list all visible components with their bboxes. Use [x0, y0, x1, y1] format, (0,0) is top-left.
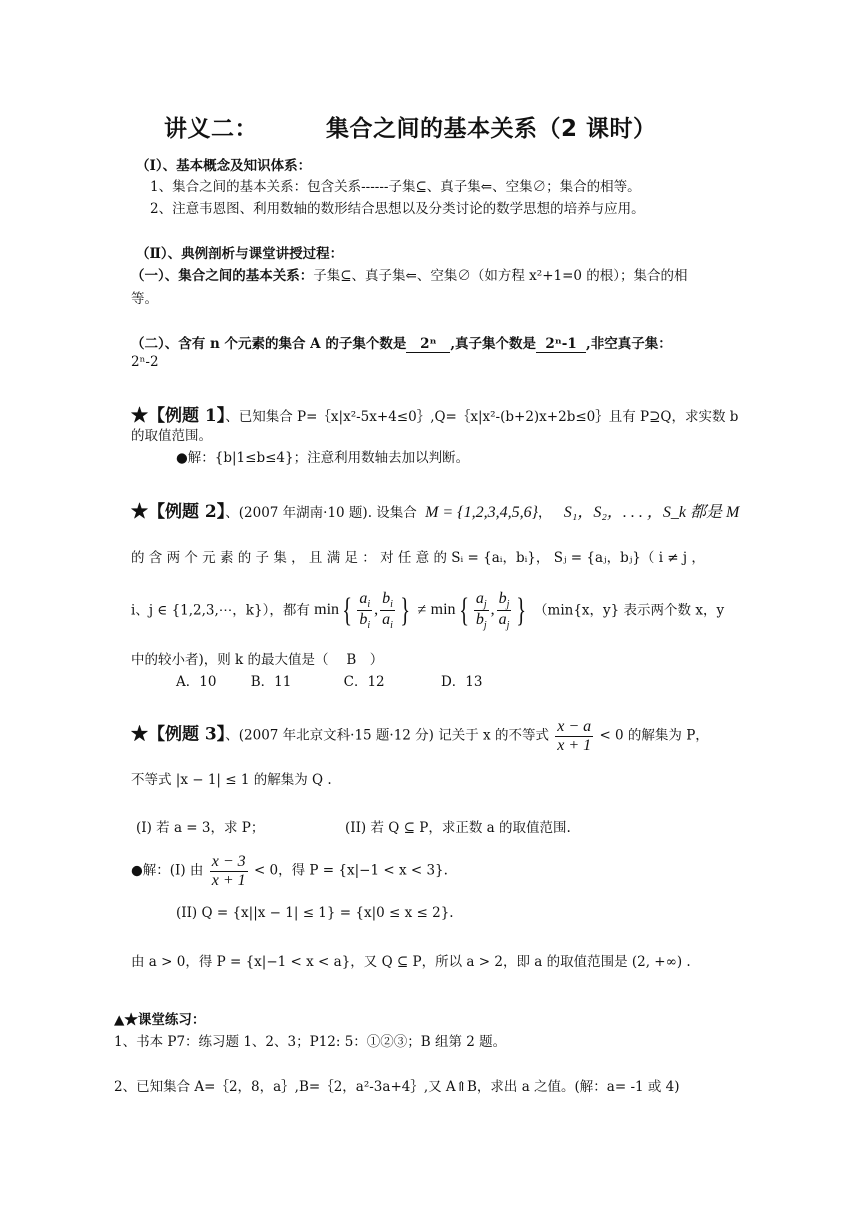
blank-proper-subset-count: 2ⁿ-1 — [536, 336, 586, 353]
example1-text: 、已知集合 P=｛x|x²-5x+4≤0｝,Q=｛x|x²-(b+2)x+2b≤0｝且有 P⊇Q，求实数 b — [225, 409, 739, 425]
section2-p2-mid: ,真子集个数是 — [450, 336, 537, 352]
example1-label: ★【例题 1】 — [131, 406, 226, 426]
example3-question2: (II) 若 Q ⊆ P，求正数 a 的取值范围. — [345, 820, 571, 836]
section2-p2-lead: （二）、含有 n 个元素的集合 A 的子集个数是 — [131, 336, 407, 352]
section1-item2: 2、注意韦恩图、利用数轴的数形结合思想以及分类讨论的数学思想的培养与应用。 — [150, 201, 645, 217]
title-main: 集合之间的基本关系（2 课时） — [326, 116, 657, 142]
example2-line3-tail: （min{x，y} 表示两个数 x，y — [534, 602, 725, 619]
example3-text-tail: < 0 的解集为 P， — [599, 727, 709, 744]
example3-line1 — [131, 718, 709, 754]
option-a: A．10 — [176, 674, 217, 690]
section2-heading: （Ⅱ）、典例剖析与课堂讲授过程： — [136, 246, 344, 262]
section2-p2 — [131, 332, 672, 353]
example3-solution2: (II) Q = {x||x − 1| ≤ 1} = {x|0 ≤ x ≤ 2}. — [176, 905, 454, 921]
fraction-x-minus-3: $\frac{x - 3}{x + 1}$ — [211, 853, 246, 889]
practice-heading: ▲★课堂练习： — [114, 1012, 206, 1028]
example3-sol1-tail: < 0，得 P = {x|−1 < x < 3}. — [253, 862, 448, 879]
example2-label: ★【例题 2】 — [131, 502, 226, 522]
example3-solution1 — [131, 853, 448, 889]
example2-set: M = {1,2,3,4,5,6} — [425, 504, 538, 521]
option-b: B．11 — [250, 674, 292, 690]
section2-p1-lead: （一）、集合之间的基本关系： — [131, 268, 314, 284]
example2-subsets: S₁，S₂，. . . ，S_k 都是 M — [563, 504, 740, 521]
practice-item2: 2、已知集合 A=｛2，8，a｝,B=｛2，a²-3a+4｝,又 A⇑B，求出 a 之值。(解：a= -1 或 4) — [114, 1079, 680, 1095]
example2-line2: 的 含 两 个 元 素 的 子 集 ， 且 满 足 ： 对 任 意 的 Sᵢ = {aᵢ，bᵢ}， Sⱼ = {aⱼ，bⱼ}（ i ≠ j ， — [131, 550, 705, 566]
section2-p1-body: 子集⊆、真子集⇐、空集∅（如方程 x²+1=0 的根）；集合的相 — [313, 268, 688, 284]
fraction-x-minus-a: $\frac{x - a}{x + 1}$ — [557, 718, 592, 754]
example3-label: ★【例题 3】 — [131, 724, 226, 745]
example1-line2: 的取值范围。 — [131, 428, 212, 444]
section2-p1 — [131, 264, 688, 284]
example3-question1: (I) 若 a = 3，求 P； — [136, 820, 265, 836]
example2-text: 、(2007 年湖南·10 题). 设集合 — [225, 505, 417, 521]
option-d: D．13 — [440, 674, 483, 690]
example3-sol1-lead: ●解：(I) 由 — [131, 862, 204, 879]
example2-line3-lead: i、j ∈ {1,2,3,⋯，k}），都有 — [131, 602, 310, 619]
example1-line1 — [131, 401, 738, 426]
example3-line2: 不等式 |x − 1| ≤ 1 的解集为 Q . — [131, 772, 332, 788]
example1-solution: ●解：{b|1≤b≤4}；注意利用数轴去加以判断。 — [176, 450, 470, 466]
section2-p1-cont: 等。 — [131, 291, 158, 307]
section2-p2-tail: ,非空真子集： — [586, 336, 672, 352]
blank-subset-count: 2ⁿ — [406, 336, 450, 353]
example3-solution3: 由 a > 0，得 P = {x|−1 < x < a}，又 Q ⊆ P，所以 a > 2，即 a 的取值范围是 (2, +∞) . — [131, 954, 691, 970]
example3-text: 、(2007 年北京文科·15 题·12 分) 记关于 x 的不等式 — [225, 727, 549, 744]
page-title — [164, 110, 657, 143]
practice-item1: 1、书本 P7：练习题 1、2、3；P12: 5：①②③；B 组第 2 题。 — [114, 1034, 507, 1050]
section1-heading: （Ⅰ）、基本概念及知识体系： — [136, 158, 312, 174]
min-expression-left: min{ $\frac{a_i}{b_i}$ , $\frac{b_i}{a_i}$ } — [314, 590, 410, 632]
example2-line3: i、j ∈ {1,2,3,⋯，k}），都有 min{ $\frac{a_i}{b_i}$ , $\frac{b_i}{a_i}$ } ≠ min{ $\frac{a_j}{b_j}$ , $\frac{b_j}{a_j}$ } （min{x，y} 表示两个数 x，y — [131, 590, 725, 632]
title-prefix: 讲义二： — [164, 116, 258, 142]
min-expression-right: min{ $\frac{a_j}{b_j}$ , $\frac{b_j}{a_j}$ } — [430, 590, 527, 632]
example2-line4: 中的较小者)，则 k 的最大值是（ B ） — [131, 652, 384, 668]
section2-p2-answer: 2ⁿ-2 — [131, 354, 159, 370]
example2-line1: ★【例题 2】、(2007 年湖南·10 题). 设集合 M = {1,2,3,4,5,6}， S₁，S₂，. . . ，S_k 都是 M — [131, 502, 740, 522]
option-c: C．12 — [343, 674, 385, 690]
example2-options — [176, 670, 482, 690]
section1-item1: 1、集合之间的基本关系：包含关系------子集⊆、真子集⇐、空集∅；集合的相等。 — [150, 179, 641, 195]
